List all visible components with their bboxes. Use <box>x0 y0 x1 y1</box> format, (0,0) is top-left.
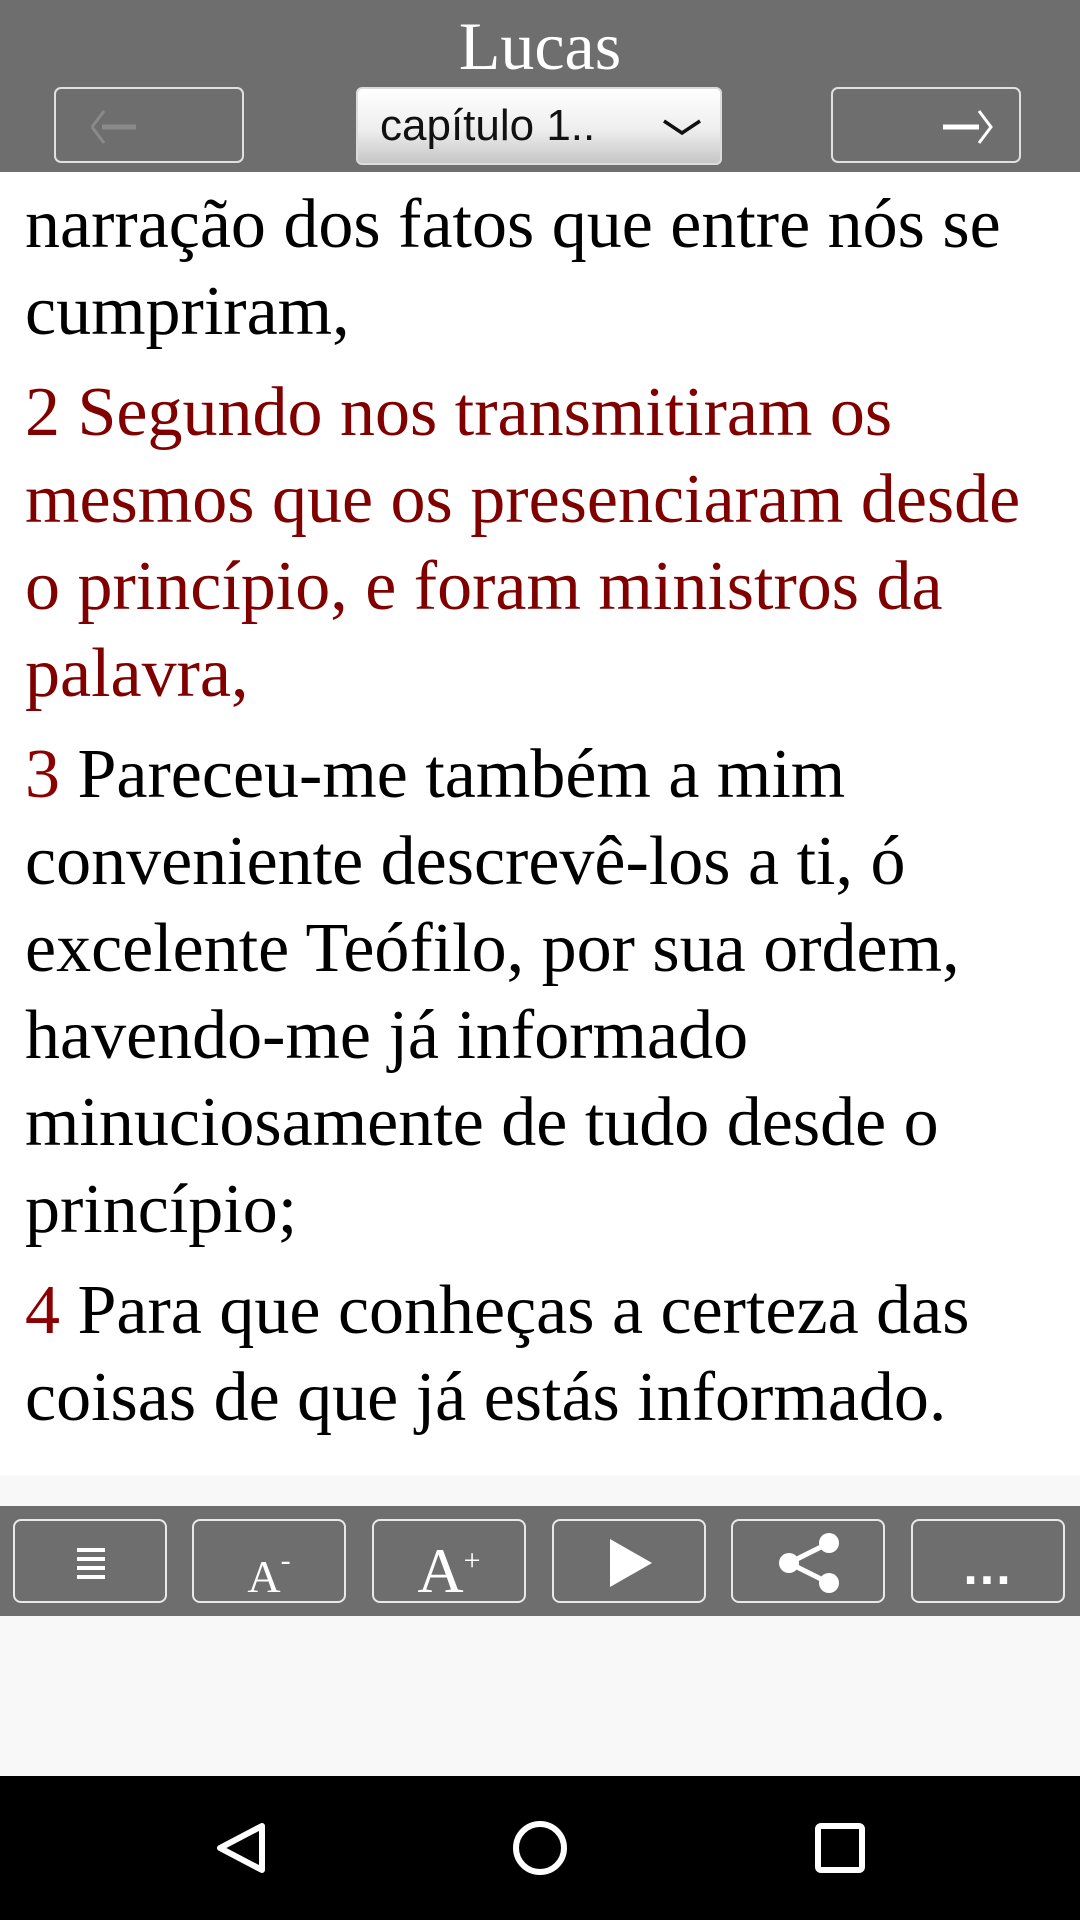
font-increase-label: A+ <box>417 1535 481 1606</box>
share-icon <box>733 1521 887 1605</box>
verse-paragraph[interactable] <box>0 731 1080 1253</box>
verse-text: Para que conheças a certeza das coisas de que já estás informado. <box>25 1272 970 1436</box>
verse-paragraph[interactable] <box>0 181 1080 355</box>
list-icon <box>15 1521 169 1605</box>
chapter-text-area[interactable] <box>0 172 1080 1475</box>
recents-square-icon[interactable] <box>808 1776 872 1920</box>
font-decrease-button[interactable] <box>192 1519 346 1603</box>
font-decrease-label: A- <box>247 1544 291 1602</box>
more-options-label: ... <box>963 1538 1013 1596</box>
arrow-right-icon <box>833 89 1023 165</box>
system-navigation-bar <box>0 1776 1080 1920</box>
play-audio-button[interactable] <box>552 1519 706 1603</box>
chevron-down-icon <box>662 113 702 141</box>
arrow-left-icon <box>56 89 246 165</box>
more-options-button[interactable] <box>911 1519 1065 1603</box>
back-triangle-icon[interactable] <box>208 1776 272 1920</box>
chapter-dropdown-label: capítulo 1.. <box>380 101 596 150</box>
verse-paragraph[interactable] <box>0 1267 1080 1441</box>
verse-text: Pareceu-me também a mim conveniente descrevê-los a ti, ó excelente Teófilo, por sua ordem, havendo-me já informado minuciosamente de tudo desde o princípio; <box>25 736 960 1248</box>
bottom-toolbar <box>0 1506 1080 1616</box>
chapter-dropdown[interactable] <box>356 87 722 165</box>
next-chapter-button[interactable] <box>831 87 1021 163</box>
verse-number: 3 <box>25 736 60 813</box>
play-icon <box>554 1521 708 1605</box>
book-title: Lucas <box>458 8 622 84</box>
empty-area <box>0 1616 1080 1776</box>
home-circle-icon[interactable] <box>508 1776 572 1920</box>
verse-text: Segundo nos transmitiram os mesmos que os presenciaram desde o princípio, e foram ministros da palavra, <box>25 374 1021 712</box>
header-bar <box>0 0 1080 172</box>
verse-paragraph-highlighted[interactable] <box>0 369 1080 717</box>
font-increase-button[interactable] <box>372 1519 526 1606</box>
share-button[interactable] <box>731 1519 885 1603</box>
menu-button[interactable] <box>13 1519 167 1603</box>
verse-number: 4 <box>25 1272 60 1349</box>
previous-chapter-button[interactable] <box>54 87 244 163</box>
verse-text: narração dos fatos que entre nós se cumpriram, <box>25 186 1001 350</box>
verse-number: 2 <box>25 374 60 451</box>
